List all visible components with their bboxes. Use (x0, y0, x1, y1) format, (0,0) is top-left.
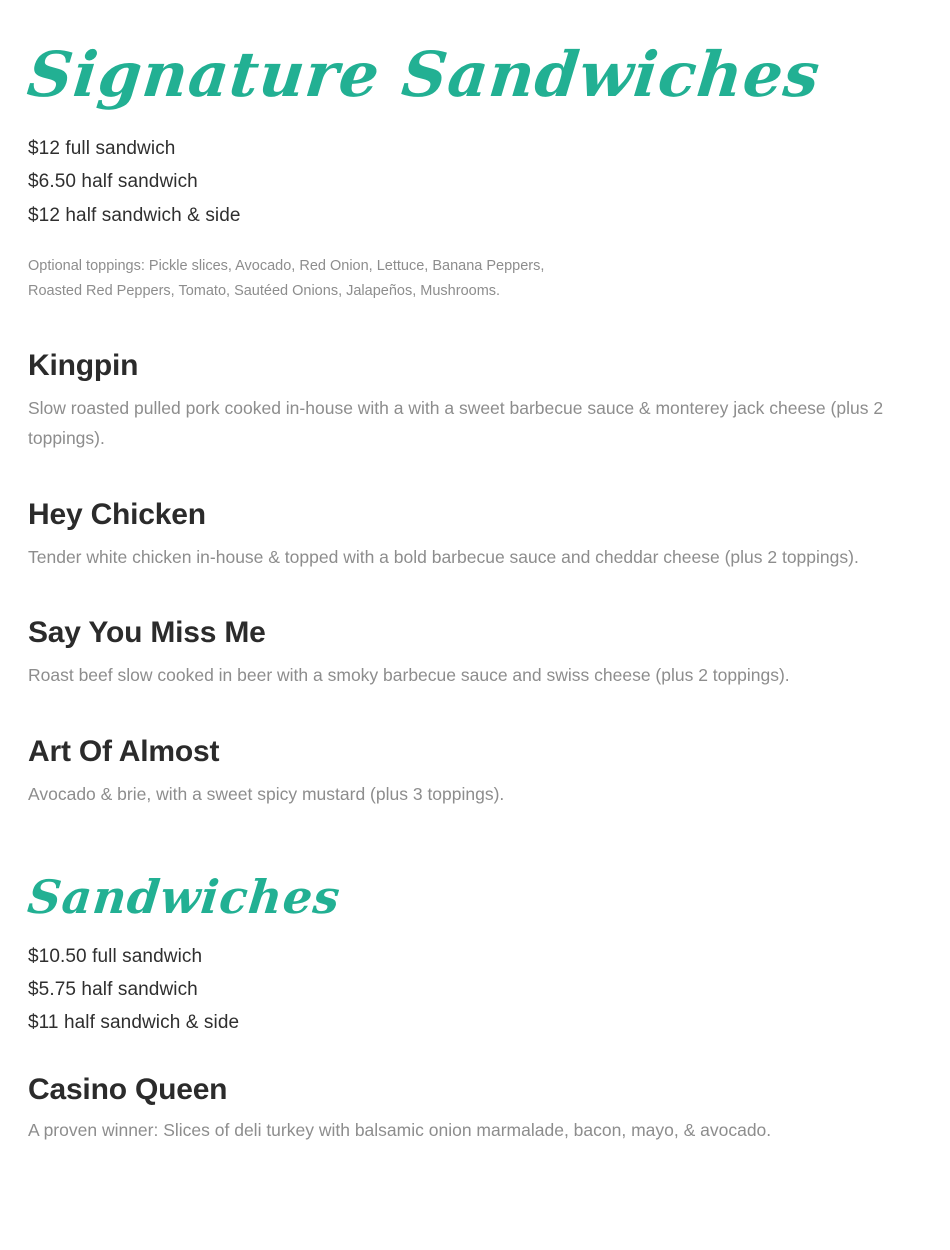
menu-item-name: Casino Queen (28, 1073, 228, 1107)
menu-item (28, 616, 922, 691)
menu-item-name: Art Of Almost (28, 735, 220, 768)
section-title-signature-sandwiches: Signature Sandwiches (24, 38, 824, 111)
section-signature-sandwiches (24, 38, 922, 810)
menu-item (28, 1073, 922, 1146)
menu-item-description: Avocado & brie, with a sweet spicy mustard (plus 3 toppings). (28, 784, 505, 804)
price-line: $5.75 half sandwich (28, 978, 198, 1000)
menu-item-description: A proven winner: Slices of deli turkey with balsamic onion marmalade, bacon, mayo, & avocado. (28, 1120, 772, 1141)
toppings-line: Roasted Red Peppers, Tomato, Sautéed Onions, Jalapeños, Mushrooms. (28, 283, 501, 300)
menu-item-name: Say You Miss Me (28, 616, 266, 650)
menu-item-description: Slow roasted pulled pork cooked in-house with a with a sweet barbecue sauce & monterey jack cheese (plus 2 toppings). (28, 397, 884, 449)
menu-item-description: Tender white chicken in-house & topped with a bold barbecue sauce and cheddar cheese (plus 2 toppings). (28, 546, 859, 567)
menu-item (28, 498, 922, 573)
optional-toppings-note (28, 254, 728, 305)
menu-item (28, 349, 922, 454)
menu-item-name: Hey Chicken (28, 497, 206, 531)
menu-item (28, 735, 922, 810)
menu-item-name: Kingpin (28, 348, 139, 382)
price-line: $6.50 half sandwich (28, 171, 198, 193)
price-line: $11 half sandwich & side (28, 1012, 240, 1034)
price-list-signature (28, 132, 922, 232)
price-line: $12 half sandwich & side (28, 204, 241, 226)
price-line: $10.50 full sandwich (28, 945, 203, 967)
section-title-sandwiches: Sandwiches (25, 869, 344, 924)
toppings-line: Optional toppings: Pickle slices, Avocado, Red Onion, Lettuce, Banana Peppers, (28, 257, 545, 274)
menu-item-description: Roast beef slow cooked in beer with a smoky barbecue sauce and swiss cheese (plus 2 toppings). (28, 665, 790, 686)
section-sandwiches (25, 869, 922, 1146)
price-line: $12 full sandwich (28, 138, 176, 159)
price-list-sandwiches (28, 940, 922, 1040)
